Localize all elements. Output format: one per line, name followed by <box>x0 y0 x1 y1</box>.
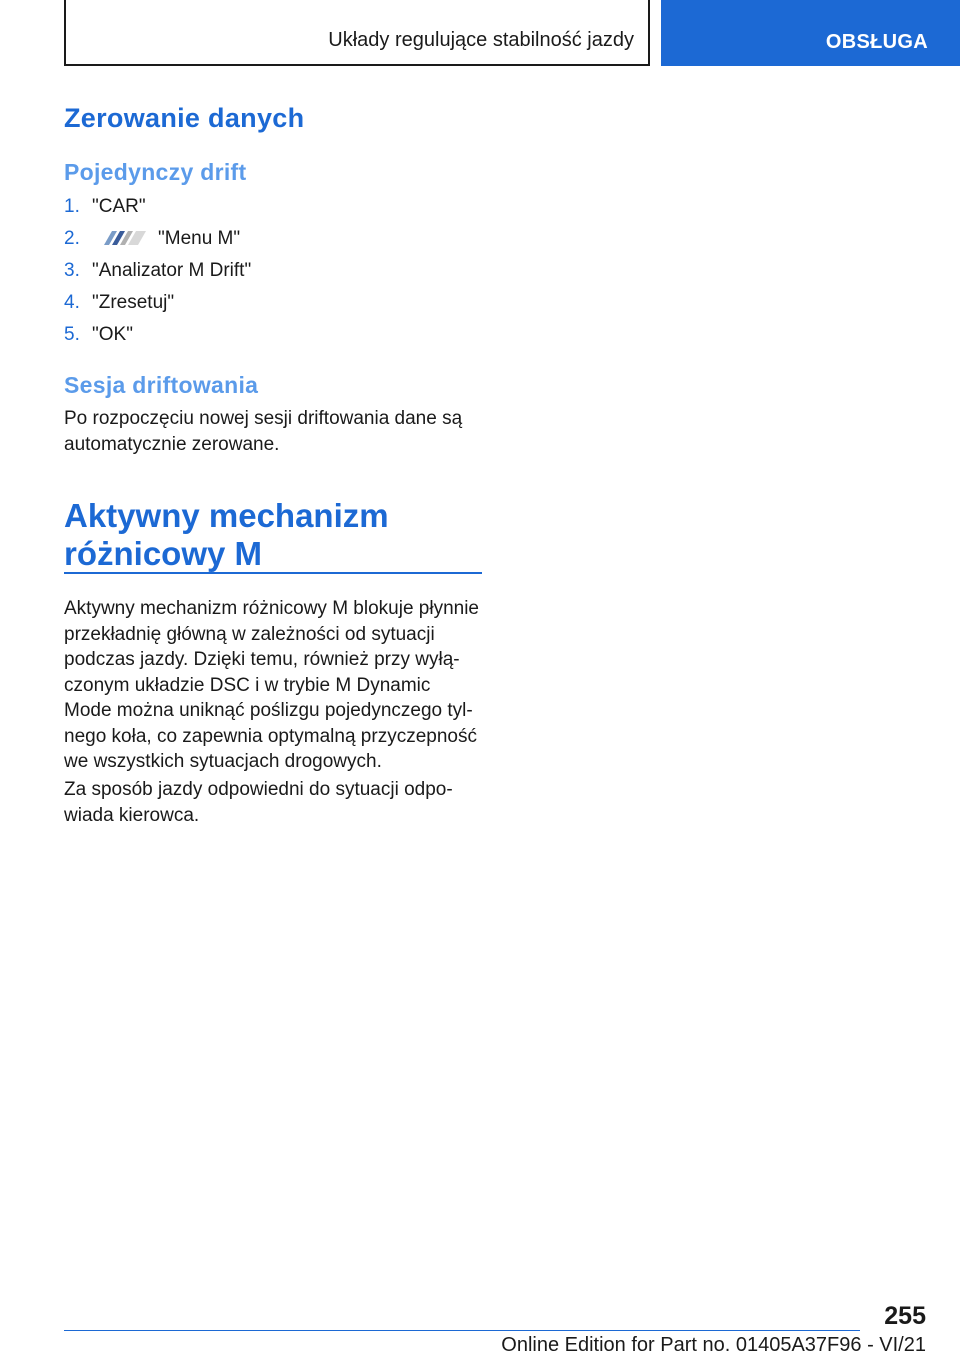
drift-session-paragraph: Po rozpoczęciu nowej sesji driftowania dane są automatycznie zerowane. <box>64 408 463 455</box>
step-number: 1. <box>64 196 80 217</box>
edition-footer: Online Edition for Part no. 01405A37F96 - VI/21 <box>501 1334 926 1356</box>
section-tab <box>661 0 960 66</box>
running-header <box>64 0 650 66</box>
step-number: 4. <box>64 292 80 313</box>
chapter-title: Układy regulujące stabilność jazdy <box>328 29 634 51</box>
page-number: 255 <box>884 1302 926 1330</box>
subheading-pojedynczy-drift: Pojedynczy drift <box>64 159 247 185</box>
section-tab-label: OBSŁUGA <box>825 31 928 53</box>
differential-paragraph: Aktywny mechanizm różnicowy M blokuje płynnie przekładnię główną w zależności od sytuacji podczas jazdy. Dzięki temu, również przy wyłączonym układzie DSC i w trybie M Dynamic Mode można uniknąć poślizgu pojedynczego tylnego koła, co zapewnia optymalną przyczepność we wszystkich sytuacjach drogowych. <box>64 598 479 772</box>
subheading-sesja-driftowania: Sesja driftowania <box>64 372 259 398</box>
step-text: "CAR" <box>92 196 146 217</box>
step-text: "OK" <box>92 324 133 345</box>
heading-aktywny-mechanizm: Aktywny mechanizm różnicowy M <box>64 497 389 572</box>
heading-zerowanie-danych: Zerowanie danych <box>64 103 305 133</box>
step-number: 5. <box>64 324 80 345</box>
heading-underline <box>64 572 482 574</box>
step-text: "Analizator M Drift" <box>92 260 252 281</box>
footer-divider <box>64 1330 860 1331</box>
step-text: "Menu M" <box>158 228 241 249</box>
step-number: 2. <box>64 228 80 249</box>
step-number: 3. <box>64 260 80 281</box>
step-text: "Zresetuj" <box>92 292 175 313</box>
driver-responsibility-paragraph: Za sposób jazdy odpowiedni do sytuacji odpowiada kierowca. <box>64 779 453 826</box>
m-menu-icon <box>100 230 148 246</box>
